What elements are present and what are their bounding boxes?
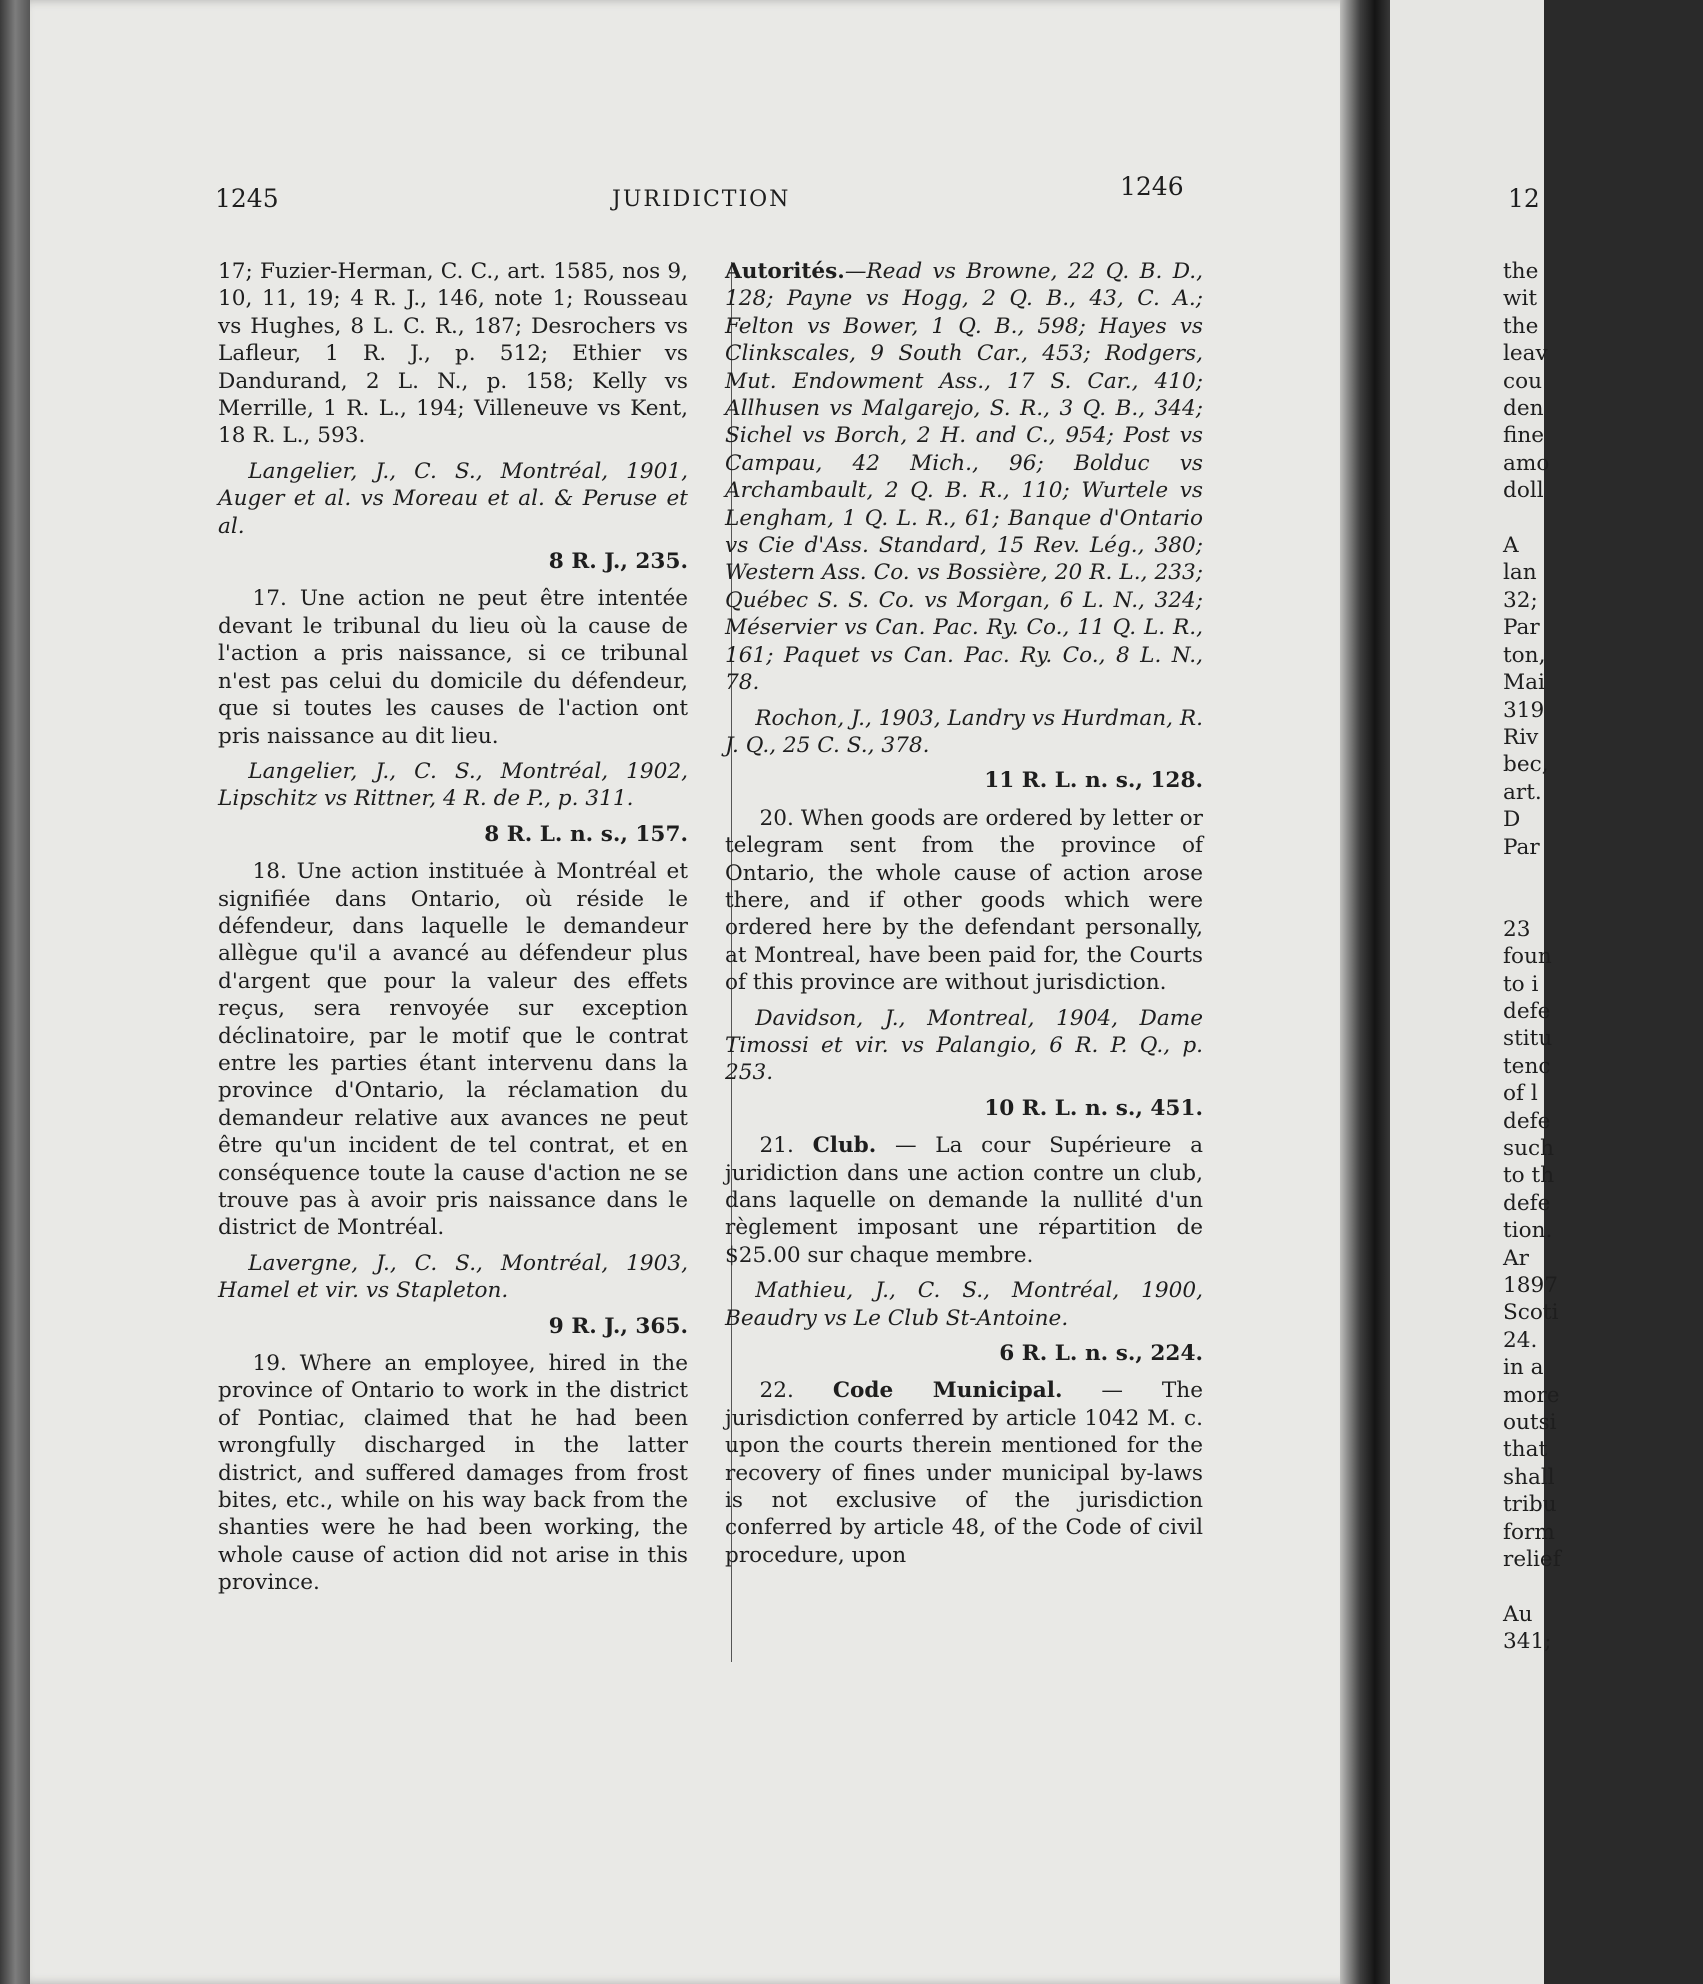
- adjacent-page-fragment: defe: [1503, 1108, 1551, 1134]
- adjacent-page-fragment: A: [1503, 533, 1519, 559]
- adjacent-page-fragment: 24.: [1503, 1327, 1538, 1353]
- adjacent-page-fragment: of l: [1503, 1081, 1538, 1107]
- page-number-left: 1245: [215, 184, 279, 213]
- section-heading-code-municipal: Code Municipal.: [832, 1378, 1063, 1404]
- paragraph-text: — The jurisdiction conferred by article 1042 M. c. upon the courts therein mentioned for the recovery of fines under municipal by-laws is not exclusive of the jurisdiction conferred by article 48, of the Code of civil procedure, upon: [725, 1378, 1203, 1568]
- reference: 11 R. L. n. s., 128.: [984, 768, 1203, 794]
- adjacent-page-fragment: Scoti: [1503, 1300, 1559, 1326]
- reference: 8 R. J., 235.: [548, 549, 688, 575]
- adjacent-page-fragment: the: [1503, 313, 1539, 339]
- section-heading-club: Club.: [812, 1133, 877, 1159]
- adjacent-page-fragment: D: [1503, 807, 1521, 833]
- paragraph-20: 20. When goods are ordered by letter or telegram sent from the province of Ontario, the whole cause of action arose there, and if other goods which were ordered here by the defendant personally, at Montreal, have been paid for, the Courts of this province are without jurisdiction.: [725, 805, 1203, 996]
- adjacent-page-fragment: that: [1503, 1437, 1548, 1463]
- adjacent-page-fragment: art.: [1503, 779, 1542, 805]
- adjacent-page-fragment: foun: [1503, 944, 1552, 970]
- adjacent-page-fragment: outsi: [1503, 1410, 1557, 1436]
- paragraph-number: 21.: [759, 1133, 794, 1159]
- adjacent-page-fragment: to i: [1503, 971, 1539, 997]
- paragraph-19: 19. Where an employee, hired in the province of Ontario to work in the district of Pontiac, claimed that he had been wrongfully discharged in the latter district, and suffered damages from frost bites, etc., while on his way back from the shanties were he had been working, the whole cause of action did not arise in this province.: [218, 1351, 688, 1596]
- adjacent-page-fragment: shall: [1503, 1464, 1555, 1490]
- adjacent-page-fragment: amo: [1503, 450, 1550, 476]
- adjacent-page-fragment: lan: [1503, 560, 1537, 586]
- reference: 10 R. L. n. s., 451.: [984, 1095, 1203, 1121]
- adjacent-page-fragment: leav: [1503, 341, 1548, 367]
- adjacent-page-fragment: defe: [1503, 998, 1551, 1024]
- left-column: [218, 258, 688, 1605]
- adjacent-page-fragment: 32;: [1503, 587, 1538, 613]
- citation: Lavergne, J., C. S., Montréal, 1903, Hamel et vir. vs Stapleton.: [218, 1250, 688, 1304]
- authorities-text: —Read vs Browne, 22 Q. B. D., 128; Payne vs Hogg, 2 Q. B., 43, C. A.; Felton vs Bower, 1 Q. B., 598; Hayes vs Clinkscales, 9 South Car., 453; Rodgers, Mut. Endowment Ass., 17 S. Car., 410; Allhusen vs Malgarejo, S. R., 3 Q. B., 344; Sichel vs Borch, 2 H. and C., 954; Post vs Campau, 42 Mich., 96; Bolduc vs Archambault, 2 Q. B. R., 110; Wurtele vs Lengham, 1 Q. L. R., 61; Banque d'Ontario vs Cie d'Ass. Standard, 15 Rev. Lég., 380; Western Ass. Co. vs Bossière, 20 R. L., 233; Québec S. S. Co. vs Morgan, 6 L. N., 324; Méservier vs Can. Pac. Ry. Co., 11 Q. L. R., 161; Paquet vs Can. Pac. Ry. Co., 8 L. N., 78.: [725, 259, 1203, 696]
- adjacent-page-fragment: Ar: [1503, 1245, 1529, 1271]
- adjacent-page-fragment: Au: [1503, 1601, 1533, 1627]
- adjacent-page-fragment: den: [1503, 396, 1544, 422]
- authorities-label: Autorités.: [725, 259, 845, 284]
- adjacent-page-number: 12: [1508, 184, 1540, 213]
- adjacent-page-fragment: stitu: [1503, 1026, 1553, 1052]
- adjacent-page-fragment: more: [1503, 1382, 1560, 1408]
- adjacent-page-fragment: Par: [1503, 615, 1540, 641]
- adjacent-page-fragment: 341;: [1503, 1629, 1552, 1655]
- paragraph-17: 17. Une action ne peut être intentée devant le tribunal du lieu où la cause de l'action a pris naissance, si ce tribunal n'est pas celui du domicile du défendeur, que si toutes les causes de l'action ont pris naissance au dit lieu.: [218, 586, 688, 749]
- adjacent-page-fragment: to th: [1503, 1163, 1555, 1189]
- adjacent-page-fragment: 1897: [1503, 1273, 1558, 1299]
- adjacent-page-fragment: fine: [1503, 423, 1545, 449]
- adjacent-page-fragment: tenc: [1503, 1053, 1551, 1079]
- adjacent-page-fragment: 23: [1503, 916, 1531, 942]
- running-title: JURIDICTION: [612, 187, 791, 212]
- reference: 8 R. L. n. s., 157.: [484, 821, 688, 847]
- authorities-paragraph: [725, 258, 1203, 697]
- adjacent-page-fragment: Mai: [1503, 670, 1545, 696]
- page-number-right: 1246: [1120, 172, 1184, 201]
- adjacent-page-fragment: defe: [1503, 1190, 1551, 1216]
- adjacent-page-fragment: doll: [1503, 478, 1544, 504]
- adjacent-page-fragment: cou: [1503, 368, 1543, 394]
- citation: Langelier, J., C. S., Montréal, 1901, Auger et al. vs Moreau et al. & Peruse et al.: [218, 458, 688, 539]
- adjacent-page-fragment: [1503, 505, 1703, 532]
- adjacent-page-fragment: bec,: [1503, 752, 1549, 778]
- paragraph-text: — La cour Supérieure a juridiction dans une action contre un club, dans laquelle on demande la nullité d'un règlement imposant une répartition de $25.00 sur chaque membre.: [725, 1133, 1203, 1268]
- adjacent-page-fragment: Par: [1503, 834, 1540, 860]
- paragraph-22: [725, 1377, 1203, 1569]
- reference: 9 R. J., 365.: [548, 1313, 688, 1339]
- adjacent-page-fragment: tion.: [1503, 1218, 1553, 1244]
- right-column: [725, 258, 1203, 1577]
- reference: 6 R. L. n. s., 224.: [999, 1341, 1203, 1367]
- adjacent-page-fragment: wit: [1503, 286, 1538, 312]
- paragraph-number: 22.: [759, 1378, 794, 1404]
- book-left-edge: [0, 0, 34, 1984]
- adjacent-page-fragment: [1503, 1574, 1703, 1601]
- paragraph-21: [725, 1132, 1203, 1269]
- adjacent-page-fragment: the: [1503, 259, 1539, 284]
- adjacent-page-fragment: tribu: [1503, 1492, 1557, 1518]
- adjacent-page-text: [1503, 258, 1703, 1656]
- adjacent-page-fragment: such: [1503, 1136, 1554, 1161]
- paragraph-18: 18. Une action instituée à Montréal et signifiée dans Ontario, où réside le défendeur, dans laquelle le demandeur allègue qu'il a avancé au défendeur plus d'argent que pour la valeur des effets reçus, sera renvoyée sur exception déclinatoire, par le motif que le contrat entre les parties étant intervenu dans la province d'Ontario, la réclamation du demandeur relative aux avances ne peut être qu'un incident de tel contrat, et en conséquence toute la cause d'action ne se trouve pas à avoir pris naissance dans le district de Montréal.: [218, 859, 688, 1241]
- adjacent-page-fragment: [1503, 888, 1703, 915]
- citation: Langelier, J., C. S., Montréal, 1902, Lipschitz vs Rittner, 4 R. de P., p. 311.: [218, 758, 688, 812]
- adjacent-page-fragment: form: [1503, 1519, 1555, 1545]
- citation: Davidson, J., Montreal, 1904, Dame Timossi et vir. vs Palangio, 6 R. P. Q., p. 253.: [725, 1005, 1203, 1086]
- adjacent-page-fragment: relief: [1503, 1547, 1561, 1573]
- citation: Rochon, J., 1903, Landry vs Hurdman, R. J. Q., 25 C. S., 378.: [725, 705, 1203, 758]
- adjacent-page-fragment: [1503, 861, 1703, 888]
- adjacent-page-fragment: Riv: [1503, 724, 1539, 750]
- citation: Mathieu, J., C. S., Montréal, 1900, Beaudry vs Le Club St-Antoine.: [725, 1278, 1203, 1331]
- paragraph-continued: 17; Fuzier-Herman, C. C., art. 1585, nos 9, 10, 11, 19; 4 R. J., 146, note 1; Rousseau vs Hughes, 8 L. C. R., 187; Desrochers vs Lafleur, 1 R. J., p. 512; Ethier vs Dandurand, 2 L. N., p. 158; Kelly vs Merrille, 1 R. L., 194; Villeneuve vs Kent, 18 R. L., 593.: [218, 259, 688, 449]
- adjacent-page-fragment: 319: [1503, 697, 1545, 723]
- adjacent-page-fragment: in a: [1503, 1355, 1544, 1381]
- adjacent-page-fragment: ton,: [1503, 642, 1546, 668]
